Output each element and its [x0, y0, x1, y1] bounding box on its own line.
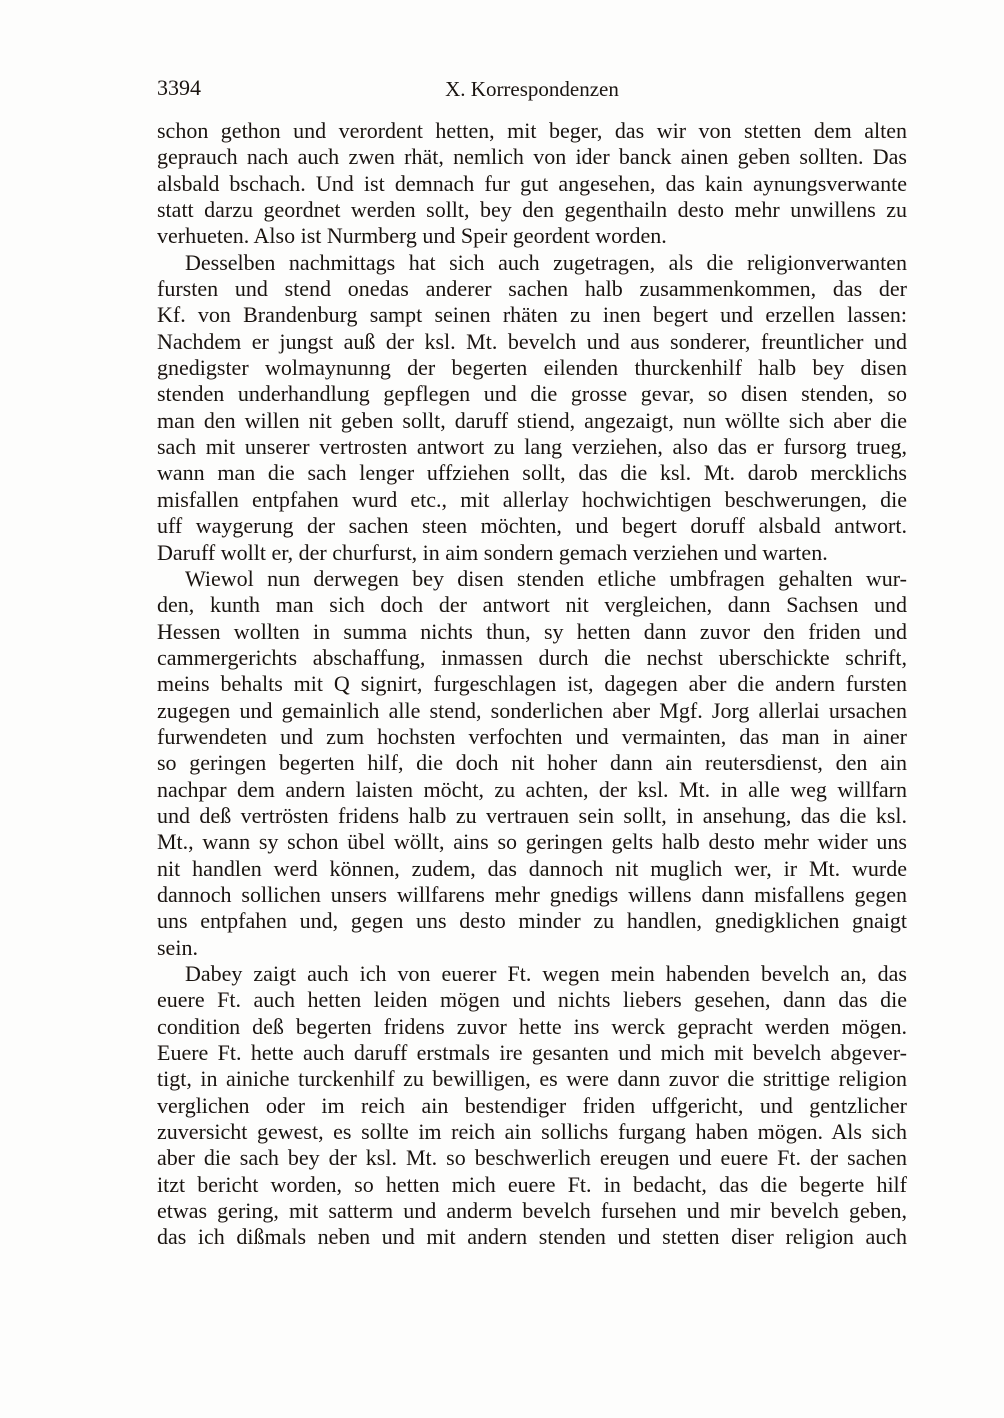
text-line: tigt, in ainiche turckenhilf zu bewilligen, es were dann zuvor die strittige religion [157, 1066, 907, 1092]
text-line: Wiewol nun derwegen bey disen stenden etliche umbfragen gehalten wur- [185, 565, 907, 591]
text-line: Dabey zaigt auch ich von euerer Ft. wegen mein habenden bevelch an, das [185, 961, 907, 986]
text-line: Nachdem er jungst auß der ksl. Mt. bevelch und aus sonderer, freuntlicher und [157, 328, 907, 354]
text-line: Desselben nachmittags hat sich auch zugetragen, als die religionverwanten [185, 249, 907, 275]
text-line: meins behalts mit Q signirt, furgeschlagen ist, dagegen aber die andern fursten [157, 671, 907, 697]
text-line: Daruff wollt er, der churfurst, in aim sondern gemach verziehen und warten. [157, 539, 828, 565]
text-line: cammergerichts abschaffung, inmassen durch die nechst uberschickte schrift, [157, 644, 907, 670]
text-line: sein. [157, 934, 198, 960]
text-line: condition deß begerten fridens zuvor hette ins werck gepracht werden mögen. [157, 1013, 907, 1039]
text-line: den, kunth man sich doch der antwort nit vergleichen, dann Sachsen und [157, 592, 907, 618]
text-line: so geringen begerten hilf, die doch nit hoher dann ain reutersdienst, den ain [157, 750, 907, 776]
text-line: das ich dißmals neben und mit andern stenden und stetten diser religion auch [157, 1224, 907, 1250]
text-line: stenden underhandlung gepflegen und die grosse gevar, so disen stenden, so [157, 381, 907, 407]
text-line: dannoch sollichen unsers willfarens mehr gnedigs willens dann misfallens gegen [157, 881, 907, 907]
text-line: verhueten. Also ist Nurmberg und Speir geordent worden. [157, 223, 667, 249]
page-number: 3394 [157, 75, 201, 100]
text-line: sach mit unserer vertrosten antwort zu lang verziehen, also das er fursorg trueg, [157, 434, 907, 460]
paragraph [157, 250, 907, 566]
text-line: uff waygerung der sachen steen möchten, und begert doruff alsbald antwort. [157, 513, 907, 539]
text-line: aber die sach bey der ksl. Mt. so beschwerlich ereugen und euere Ft. der sachen [157, 1145, 907, 1171]
text-line: nit handlen werd können, zudem, das dannoch nit muglich wer, ir Mt. wurde [157, 855, 907, 881]
text-line: fursten und stend onedas anderer sachen halb zusammenkommen, das der [157, 276, 907, 302]
text-line: zuversicht gewest, es sollte im reich ain sollichs furgang haben mögen. Als sich [157, 1119, 907, 1145]
text-line: geprauch nach auch zwen rhät, nemlich von ider banck ainen geben sollten. Das [157, 144, 907, 170]
text-line: Euere Ft. hette auch daruff erstmals ire gesanten und mich mit bevelch abgever- [157, 1040, 907, 1066]
text-line: Kf. von Brandenburg sampt seinen rhäten zu inen begert und erzellen lassen: [157, 302, 907, 328]
text-line: man den willen nit geben sollt, daruff stiend, angezaigt, nun wöllte sich aber die [157, 407, 907, 433]
text-line: itzt bericht worden, so hetten mich euere Ft. in bedacht, das die begerte hilf [157, 1171, 907, 1197]
text-line: alsbald bschach. Und ist demnach fur gut angesehen, das kain aynungsverwante [157, 170, 907, 196]
running-title: X. Korrespondenzen [445, 77, 619, 101]
text-block [157, 118, 907, 1251]
text-line: zugegen und gemainlich alle stend, sonderlichen aber Mgf. Jorg allerlai ursachen [157, 697, 907, 723]
text-line: und deß vertrösten fridens halb zu vertrauen sein sollt, in ansehung, das die ksl. [157, 802, 907, 828]
text-line: uns entpfahen und, gegen uns desto minder zu handlen, gnedigklichen gnaigt [157, 908, 907, 934]
paragraph [157, 118, 907, 250]
text-line: Mt., wann sy schon übel wöllt, ains so geringen gelts halb desto mehr wider uns [157, 829, 907, 855]
text-line: euere Ft. auch hetten leiden mögen und nichts liebers gesehen, dann das die [157, 987, 907, 1013]
text-line: wann man die sach lenger uffziehen sollt, das die ksl. Mt. darob mercklichs [157, 460, 907, 486]
text-line: nachpar dem andern laisten möcht, zu achten, der ksl. Mt. in alle weg willfarn [157, 776, 907, 802]
paragraph [157, 961, 907, 1251]
text-line: misfallen entpfahen wurd etc., mit allerlay hochwichtigen beschwerungen, die [157, 486, 907, 512]
paragraph [157, 566, 907, 961]
text-line: etwas gering, mit satterm und anderm bevelch fursehen und mir bevelch geben, [157, 1198, 907, 1224]
text-line: gnedigster wolmaynunng der begerten eilenden thurckenhilf halb bey disen [157, 355, 907, 381]
text-line: verglichen oder im reich ain bestendiger friden uffgericht, und gentzlicher [157, 1092, 907, 1118]
text-line: schon gethon und verordent hetten, mit beger, das wir von stetten dem alten [157, 118, 907, 143]
text-line: statt darzu geordnet werden sollt, bey den gegenthailn desto mehr unwillens zu [157, 197, 907, 223]
text-line: Hessen wollten in summa nichts thun, sy hetten dann zuvor den friden und [157, 618, 907, 644]
text-line: furwendeten und zum hochsten verfochten und vermainten, das man in ainer [157, 723, 907, 749]
